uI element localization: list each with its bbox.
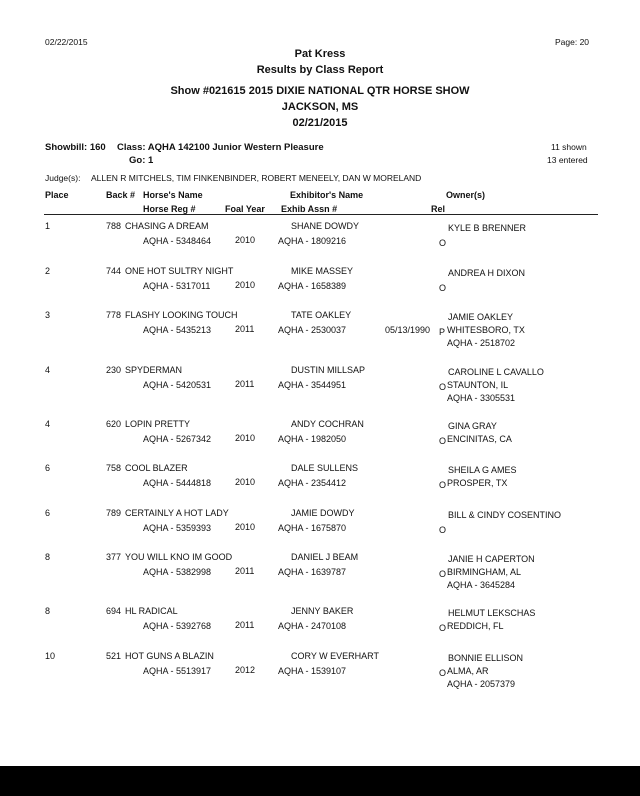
judges-label: Judge(s): [45,173,81,183]
entry-back-number: 521 [106,651,122,661]
entry-horse-reg: AQHA - 5359393 [143,523,212,533]
entry-owner-assn: AQHA - 3305531 [447,393,516,403]
report-title: Results by Class Report [256,64,384,76]
entry-foal-year: 2011 [235,324,255,334]
show-title: Show #021615 2015 DIXIE NATIONAL QTR HORSE SHOW [170,85,470,97]
entry-exhibitor-name: JAMIE DOWDY [291,508,355,518]
entry-exhib-assn: AQHA - 1658389 [278,281,347,291]
entry-owner-name: JANIE H CAPERTON [448,554,535,564]
entry-place: 6 [45,463,51,473]
entry-relationship: O [439,382,447,392]
col-horse-name: Horse's Name [143,190,203,200]
entry-relationship: O [439,569,447,579]
entry-horse-reg: AQHA - 5392768 [143,621,212,631]
entry-exhib-assn: AQHA - 3544951 [278,380,347,390]
col-foal-year: Foal Year [225,204,265,214]
entry-back-number: 744 [106,266,122,276]
entry-owner-city: REDDICH, FL [447,621,504,631]
entry-owner-name: GINA GRAY [448,421,497,431]
entry-foal-year: 2011 [235,379,255,389]
entry-exhib-assn: AQHA - 2470108 [278,621,347,631]
entry-foal-year: 2012 [235,665,256,675]
entry-foal-year: 2010 [235,522,256,532]
show-location: JACKSON, MS [281,101,359,113]
entry-exhibitor-name: SHANE DOWDY [291,221,360,231]
entry-back-number: 778 [106,310,122,320]
entry-back-number: 377 [106,552,122,562]
go-number: Go: 1 [129,155,154,166]
entry-exhib-assn: AQHA - 2354412 [278,478,347,488]
class-name: Class: AQHA 142100 Junior Western Pleasure [117,142,324,153]
entry-relationship: O [439,480,447,490]
entry-owner-city: PROSPER, TX [447,478,508,488]
entry-exhib-assn: AQHA - 1809216 [278,236,347,246]
print-date: 02/22/2015 [45,37,88,47]
col-back: Back # [106,190,136,200]
show-date: 02/21/2015 [292,117,348,129]
entry-owner-city: WHITESBORO, TX [447,325,525,335]
entry-back-number: 694 [106,606,122,616]
entry-horse-reg: AQHA - 5420531 [143,380,212,390]
header-rule [44,214,598,215]
entry-owner-city: ENCINITAS, CA [447,434,512,444]
entry-horse-name: CHASING A DREAM [125,221,209,231]
entry-owner-city: ALMA, AR [447,666,489,676]
entry-exhib-assn: AQHA - 1675870 [278,523,347,533]
entry-horse-reg: AQHA - 5348464 [143,236,212,246]
entry-foal-year: 2010 [235,477,256,487]
entry-place: 1 [45,221,51,231]
entry-foal-year: 2010 [235,235,256,245]
entry-owner-name: ANDREA H DIXON [448,268,526,278]
entered-count: 13 entered [547,155,588,165]
entry-place: 8 [45,552,51,562]
entry-place: 4 [45,419,51,429]
entry-place: 6 [45,508,51,518]
col-exhib-assn: Exhib Assn # [281,204,338,214]
entry-relationship: O [439,623,447,633]
entry-horse-name: ONE HOT SULTRY NIGHT [125,266,234,276]
entry-exhib-assn: AQHA - 1982050 [278,434,347,444]
entry-horse-name: YOU WILL KNO IM GOOD [125,552,233,562]
entry-exhibitor-name: CORY W EVERHART [291,651,380,661]
col-owners: Owner(s) [446,190,486,200]
page-number: Page: 20 [555,37,590,47]
entry-foal-year: 2010 [235,280,256,290]
entry-horse-reg: AQHA - 5317011 [143,281,211,291]
entry-exhibitor-name: ANDY COCHRAN [291,419,364,429]
entry-horse-name: COOL BLAZER [125,463,188,473]
entry-back-number: 230 [106,365,122,375]
entry-horse-reg: AQHA - 5435213 [143,325,212,335]
col-place: Place [45,190,69,200]
entry-owner-name: BONNIE ELLISON [448,653,524,663]
entry-back-number: 758 [106,463,122,473]
entry-foal-year: 2011 [235,566,255,576]
entry-owner-city: STAUNTON, IL [447,380,509,390]
entry-place: 3 [45,310,51,320]
entry-relationship: O [439,436,447,446]
entry-exhibitor-name: DALE SULLENS [291,463,359,473]
entry-exhibitor-name: TATE OAKLEY [291,310,352,320]
entry-relationship: P [439,327,446,337]
shown-count: 11 shown [551,142,587,152]
entry-place: 2 [45,266,51,276]
entry-owner-name: HELMUT LEKSCHAS [448,608,536,618]
col-horse-reg: Horse Reg # [143,204,196,214]
entry-owner-name: SHEILA G AMES [448,465,517,475]
entry-owner-assn: AQHA - 2057379 [447,679,516,689]
report-author: Pat Kress [294,48,346,60]
entry-horse-reg: AQHA - 5513917 [143,666,212,676]
entry-exhib-assn: AQHA - 2530037 [278,325,347,335]
entry-horse-reg: AQHA - 5444818 [143,478,212,488]
entry-owner-name: JAMIE OAKLEY [448,312,514,322]
entry-exhibitor-name: JENNY BAKER [291,606,354,616]
entry-horse-name: FLASHY LOOKING TOUCH [125,310,238,320]
entry-owner-name: CAROLINE L CAVALLO [448,367,544,377]
entry-foal-year: 2010 [235,433,256,443]
entry-exhibitor-name: MIKE MASSEY [291,266,354,276]
entry-horse-name: HOT GUNS A BLAZIN [125,651,214,661]
entry-owner-name: KYLE B BRENNER [448,223,527,233]
entry-owner-assn: AQHA - 2518702 [447,338,516,348]
col-exhibitor-name: Exhibitor's Name [290,190,364,200]
judges-list: ALLEN R MITCHELS, TIM FINKENBINDER, ROBERT MENEELY, DAN W MORELAND [91,173,422,183]
col-rel: Rel [431,204,446,214]
entry-back-number: 789 [106,508,122,518]
entry-horse-name: SPYDERMAN [125,365,183,375]
entry-exhibitor-dob: 05/13/1990 [385,325,431,335]
entry-place: 10 [45,651,56,661]
entry-relationship: O [439,283,447,293]
entry-exhibitor-name: DUSTIN MILLSAP [291,365,366,375]
entry-horse-name: HL RADICAL [125,606,178,616]
entry-horse-reg: AQHA - 5267342 [143,434,212,444]
entry-relationship: O [439,238,447,248]
entry-horse-reg: AQHA - 5382998 [143,567,212,577]
entry-relationship: O [439,668,447,678]
entry-owner-city: BIRMINGHAM, AL [447,567,522,577]
entry-foal-year: 2011 [235,620,255,630]
entry-relationship: O [439,525,447,535]
entry-horse-name: LOPIN PRETTY [125,419,191,429]
entry-owner-name: BILL & CINDY COSENTINO [448,510,562,520]
entry-exhib-assn: AQHA - 1539107 [278,666,347,676]
entry-place: 8 [45,606,51,616]
entry-owner-assn: AQHA - 3645284 [447,580,516,590]
entry-exhibitor-name: DANIEL J BEAM [291,552,359,562]
entry-horse-name: CERTAINLY A HOT LADY [125,508,229,518]
showbill: Showbill: 160 [45,142,106,153]
entry-exhib-assn: AQHA - 1639787 [278,567,347,577]
entry-back-number: 620 [106,419,122,429]
entry-back-number: 788 [106,221,122,231]
entry-place: 4 [45,365,51,375]
